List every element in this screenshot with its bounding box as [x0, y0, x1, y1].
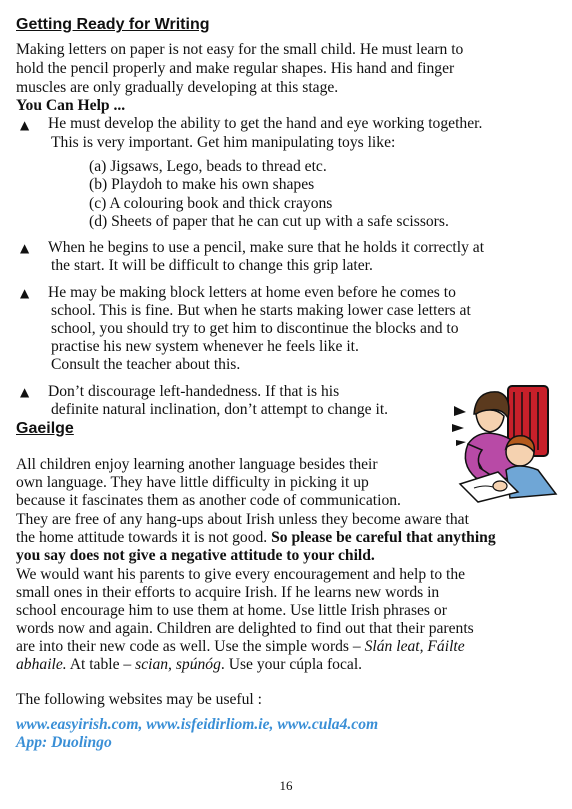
phrases-line: [16, 656, 362, 675]
gaeilge-line: because it fascinates them as another code of communication.: [16, 492, 401, 509]
heading-getting-ready: Getting Ready for Writing: [16, 16, 210, 33]
toy-item: (a) Jigsaws, Lego, beads to thread etc.: [89, 158, 327, 175]
triangle-bullet-icon: ▲: [20, 241, 30, 255]
toy-item: (c) A colouring book and thick crayons: [89, 195, 333, 212]
cupla-text: . Use your cúpla focal.: [220, 656, 363, 673]
bullet2-line: When he begins to use a pencil, make sure that he holds it correctly at: [48, 239, 485, 256]
websites-links[interactable]: www.easyirish.com, www.isfeidirliom.ie, www.cula4.com: [16, 716, 379, 733]
attitude-bold-line: you say does not give a negative attitude to your child.: [16, 547, 375, 564]
attitude-line: [16, 529, 496, 548]
irish-phrase: Slán leat, Fáilte: [364, 638, 465, 655]
bullet3-line: school, you should try to get him to discontinue the blocks and to: [51, 320, 459, 337]
bullet2-line: the start. It will be difficult to change this grip later.: [51, 257, 373, 274]
irish-phrase: abhaile.: [16, 656, 67, 673]
woman-helping-child-draw-icon: [446, 384, 560, 504]
encourage-line: We would want his parents to give every encouragement and help to the: [16, 566, 466, 583]
bullet4-line: definite natural inclination, don’t attempt to change it.: [51, 401, 389, 418]
subheading-you-can-help: You Can Help ...: [16, 97, 126, 114]
toy-item: (d) Sheets of paper that he can cut up with a safe scissors.: [89, 213, 449, 230]
websites-intro: The following websites may be useful :: [16, 691, 262, 708]
triangle-bullet-icon: ▲: [20, 286, 30, 300]
toy-item: (b) Playdoh to make his own shapes: [89, 176, 315, 193]
gaeilge-line: own language. They have little difficulty in picking it up: [16, 474, 369, 491]
attitude-text: the home attitude towards it is not good.: [16, 529, 272, 546]
intro-line: muscles are only gradually developing at this stage.: [16, 79, 339, 96]
encourage-line: [16, 638, 465, 657]
bullet1-line: He must develop the ability to get the hand and eye working together.: [48, 115, 483, 132]
encourage-line: small ones in their efforts to acquire Irish. If he learns new words in: [16, 584, 440, 601]
irish-phrase: scian, spúnóg: [135, 656, 221, 673]
bullet3-line: Consult the teacher about this.: [51, 356, 241, 373]
encourage-line: words now and again. Children are delighted to find out that their parents: [16, 620, 474, 637]
encourage-line: school encourage him to use them at home. Use little Irish phrases or: [16, 602, 447, 619]
intro-line: Making letters on paper is not easy for the small child. He must learn to: [16, 41, 464, 58]
bullet3-line: He may be making block letters at home even before he comes to: [48, 284, 456, 301]
page-number: 16: [279, 778, 293, 793]
bullet3-line: school. This is fine. But when he starts making lower case letters at: [51, 302, 471, 319]
triangle-bullet-icon: ▲: [20, 118, 30, 132]
bullet1-line: This is very important. Get him manipulating toys like:: [51, 134, 396, 151]
heading-gaeilge: Gaeilge: [16, 420, 74, 437]
bullet4-line: Don’t discourage left-handedness. If that is his: [48, 383, 340, 400]
at-table-text: At table –: [66, 656, 136, 673]
bullet3-line: practise his new system whenever he feels like it.: [51, 338, 359, 355]
app-duolingo[interactable]: App: Duolingo: [16, 734, 112, 751]
encourage-text: are into their new code as well. Use the simple words –: [16, 638, 365, 655]
intro-line: hold the pencil properly and make regular shapes. His hand and finger: [16, 60, 455, 77]
gaeilge-line: All children enjoy learning another language besides their: [16, 456, 378, 473]
attitude-bold: So please be careful that anything: [271, 529, 496, 546]
triangle-bullet-icon: ▲: [20, 385, 30, 399]
gaeilge-line: They are free of any hang-ups about Irish unless they become aware that: [16, 511, 469, 528]
